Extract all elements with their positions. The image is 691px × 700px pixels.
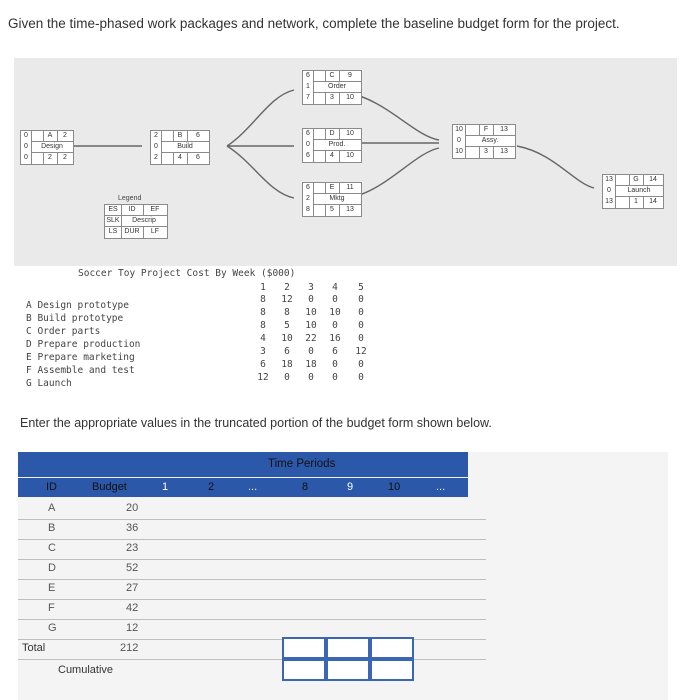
cost-table: [26, 268, 386, 398]
week-header: 5: [358, 282, 364, 293]
node-g: [602, 174, 664, 209]
node-e-slk: 2: [306, 195, 310, 202]
cost-value: 8: [284, 307, 290, 318]
table-row: [18, 499, 486, 520]
cost-value: 10: [281, 333, 293, 344]
node-e-desc: Mktg: [329, 195, 345, 202]
node-f-lf: 13: [500, 148, 508, 155]
week-header: 4: [332, 282, 338, 293]
node-b-es: 2: [154, 132, 158, 139]
node-a-lf: 2: [63, 154, 67, 161]
node-a: [20, 130, 74, 165]
node-g-lf: 14: [649, 198, 657, 205]
legend-id: ID: [128, 206, 136, 213]
cost-value: 12: [257, 372, 269, 383]
row-id: F: [48, 602, 55, 614]
legend-box: [104, 204, 168, 239]
node-d-dur: 4: [330, 152, 334, 159]
node-f-id: F: [483, 126, 489, 133]
time-periods-label: Time Periods: [268, 458, 336, 470]
cost-value: 6: [284, 346, 290, 357]
week-header: 2: [284, 282, 290, 293]
node-c-es: 6: [306, 72, 310, 79]
cost-value: 0: [358, 372, 364, 383]
node-c-ef: 9: [348, 72, 352, 79]
cost-value: 0: [332, 320, 338, 331]
cost-value: 4: [260, 333, 266, 344]
legend-es: ES: [108, 206, 118, 213]
row-budget: 27: [126, 582, 139, 594]
col-ellipsis-2: ...: [436, 481, 446, 493]
node-e-id: E: [329, 184, 335, 191]
cost-value: 0: [332, 359, 338, 370]
cost-value: 0: [358, 333, 364, 344]
node-d-ef: 10: [346, 130, 354, 137]
legend-ls: LS: [108, 228, 118, 235]
node-e-dur: 5: [330, 206, 334, 213]
cost-row-label: A Design prototype: [26, 300, 129, 311]
cost-row-label: B Build prototype: [26, 313, 124, 324]
cost-value: 18: [305, 359, 317, 370]
cost-value: 0: [308, 346, 314, 357]
node-e-es: 6: [306, 184, 310, 191]
node-a-ef: 2: [63, 132, 67, 139]
cost-row-label: F Assemble and test: [26, 365, 135, 376]
cost-table-title: Soccer Toy Project Cost By Week ($000): [78, 268, 296, 279]
cost-value: 0: [308, 294, 314, 305]
col-budget: Budget: [92, 481, 127, 493]
node-f-es: 10: [455, 126, 463, 133]
cost-value: 0: [308, 372, 314, 383]
legend-ef: EF: [150, 206, 160, 213]
cost-value: 8: [260, 294, 266, 305]
cost-row-label: C Order parts: [26, 326, 101, 337]
col-period-10: 10: [388, 481, 401, 493]
row-id: E: [48, 582, 56, 594]
node-b-lf: 6: [196, 154, 200, 161]
node-a-slk: 0: [24, 143, 28, 150]
node-d-slk: 0: [306, 141, 310, 148]
cost-value: 5: [284, 320, 290, 331]
legend-descrip: Descrip: [132, 217, 156, 224]
node-b: [150, 130, 210, 165]
table-row: [18, 619, 486, 640]
node-e-lf: 13: [346, 206, 354, 213]
node-b-id: B: [177, 132, 183, 139]
node-d-ls: 6: [306, 152, 310, 159]
cost-row-label: G Launch: [26, 378, 72, 389]
legend-slk: SLK: [106, 217, 120, 224]
total-budget: 212: [120, 642, 139, 654]
node-f: [452, 124, 516, 159]
col-id: ID: [46, 481, 57, 493]
cost-value: 10: [305, 307, 317, 318]
node-c-lf: 10: [346, 94, 354, 101]
node-d-es: 6: [306, 130, 310, 137]
cost-value: 18: [281, 359, 293, 370]
col-period-1: 1: [162, 481, 169, 493]
node-e-ef: 11: [346, 184, 354, 191]
node-e-ls: 8: [306, 206, 310, 213]
cumulative-period-8-input[interactable]: [282, 659, 326, 681]
cost-value: 0: [358, 359, 364, 370]
cost-row-label: E Prepare marketing: [26, 352, 135, 363]
node-f-dur: 3: [484, 148, 488, 155]
cost-value: 0: [358, 307, 364, 318]
cost-value: 0: [358, 320, 364, 331]
cost-row-label: D Prepare production: [26, 339, 141, 350]
total-label: Total: [22, 642, 46, 654]
node-c-dur: 3: [330, 94, 334, 101]
total-period-8-input[interactable]: [282, 637, 326, 659]
legend-title: Legend: [118, 195, 142, 202]
row-id: B: [48, 522, 56, 534]
node-d-desc: Prod.: [328, 141, 346, 148]
row-id: A: [48, 502, 56, 514]
legend-dur: DUR: [124, 228, 140, 235]
cost-value: 0: [332, 372, 338, 383]
node-b-slk: 0: [154, 143, 158, 150]
total-period-10-input[interactable]: [370, 637, 414, 659]
cumulative-period-9-input[interactable]: [326, 659, 370, 681]
arrow-b-e: [227, 146, 294, 198]
cumulative-row: [18, 661, 486, 681]
total-row: [18, 639, 486, 660]
node-g-desc: Launch: [627, 187, 651, 194]
table-row: [18, 559, 486, 580]
cost-value: 8: [260, 320, 266, 331]
cost-value: 6: [260, 359, 266, 370]
cost-value: 16: [329, 333, 341, 344]
node-g-slk: 0: [607, 187, 611, 194]
node-b-desc: Build: [177, 143, 193, 150]
row-id: C: [48, 542, 56, 554]
cost-value: 12: [281, 294, 293, 305]
row-id: D: [48, 562, 56, 574]
node-d-lf: 10: [346, 152, 354, 159]
arrow-b-c: [227, 90, 294, 146]
cumulative-label: Cumulative: [58, 664, 114, 676]
node-b-dur: 4: [178, 154, 182, 161]
node-a-ls: 0: [24, 154, 28, 161]
col-period-8: 8: [302, 481, 309, 493]
legend-lf: LF: [150, 228, 160, 235]
network-diagram: [14, 58, 677, 266]
node-g-id: G: [633, 176, 639, 183]
node-a-desc: Design: [41, 143, 63, 150]
cost-value: 10: [329, 307, 341, 318]
row-budget: 20: [126, 502, 139, 514]
question-text: Given the time-phased work packages and network, complete the baseline budget form for the project.: [8, 16, 620, 31]
week-header: 1: [260, 282, 266, 293]
row-budget: 12: [126, 622, 139, 634]
col-period-2: 2: [208, 481, 215, 493]
node-f-slk: 0: [457, 137, 461, 144]
cost-value: 0: [332, 294, 338, 305]
cost-value: 22: [305, 333, 317, 344]
row-budget: 52: [126, 562, 139, 574]
cost-value: 8: [260, 307, 266, 318]
node-g-ef: 14: [649, 176, 657, 183]
total-period-9-input[interactable]: [326, 637, 370, 659]
node-c-desc: Order: [328, 83, 346, 90]
node-f-desc: Assy.: [481, 137, 499, 144]
row-id: G: [48, 622, 57, 634]
instruction-text: Enter the appropriate values in the truncated portion of the budget form shown below.: [20, 416, 492, 430]
node-f-ls: 10: [455, 148, 463, 155]
node-f-ef: 13: [500, 126, 508, 133]
node-g-ls: 13: [605, 198, 613, 205]
node-d: [302, 128, 362, 163]
node-c-id: C: [329, 72, 335, 79]
cost-value: 12: [355, 346, 367, 357]
table-row: [18, 519, 486, 540]
cost-value: 6: [332, 346, 338, 357]
node-b-ef: 6: [196, 132, 200, 139]
time-periods-header: [18, 452, 468, 477]
node-e: [302, 182, 362, 217]
node-c-slk: 1: [306, 83, 310, 90]
node-b-ls: 2: [154, 154, 158, 161]
table-row: [18, 539, 486, 560]
row-budget: 23: [126, 542, 139, 554]
node-a-id: A: [47, 132, 53, 139]
week-header: 3: [308, 282, 314, 293]
column-header-row: [18, 478, 468, 497]
budget-form: [18, 452, 668, 700]
cumulative-period-10-input[interactable]: [370, 659, 414, 681]
node-g-es: 13: [605, 176, 613, 183]
cost-value: 0: [358, 294, 364, 305]
node-d-id: D: [329, 130, 335, 137]
cost-value: 10: [305, 320, 317, 331]
cost-value: 3: [260, 346, 266, 357]
cost-value: 0: [284, 372, 290, 383]
table-row: [18, 599, 486, 620]
node-g-dur: 1: [634, 198, 638, 205]
node-c: [302, 70, 362, 105]
node-c-ls: 7: [306, 94, 310, 101]
col-period-9: 9: [347, 481, 354, 493]
row-budget: 36: [126, 522, 139, 534]
node-a-dur: 2: [48, 154, 52, 161]
node-a-es: 0: [24, 132, 28, 139]
table-row: [18, 579, 486, 600]
row-budget: 42: [126, 602, 139, 614]
col-ellipsis-1: ...: [248, 481, 258, 493]
arrow-f-g: [517, 146, 594, 188]
